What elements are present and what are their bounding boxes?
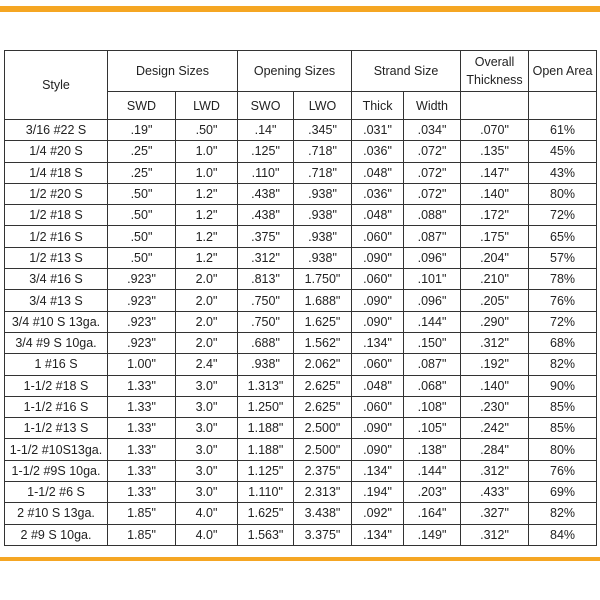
cell-width: .164" — [404, 503, 461, 524]
cell-swo: .750" — [238, 311, 294, 332]
cell-lwd: 3.0" — [176, 418, 238, 439]
cell-swo: .438" — [238, 205, 294, 226]
cell-style: 1/2 #20 S — [5, 183, 108, 204]
table-row — [5, 290, 597, 311]
cell-width: .149" — [404, 524, 461, 545]
cell-lwo: 2.625" — [294, 375, 352, 396]
cell-open: 84% — [529, 524, 597, 545]
cell-lwd: 3.0" — [176, 460, 238, 481]
cell-swd: 1.33" — [108, 460, 176, 481]
cell-open: 61% — [529, 120, 597, 141]
cell-overall: .242" — [461, 418, 529, 439]
header-swo: SWO — [238, 92, 294, 120]
table-row — [5, 205, 597, 226]
cell-width: .096" — [404, 247, 461, 268]
cell-width: .096" — [404, 290, 461, 311]
cell-lwd: 1.0" — [176, 162, 238, 183]
cell-lwd: 1.0" — [176, 141, 238, 162]
cell-swd: 1.33" — [108, 375, 176, 396]
cell-swo: .438" — [238, 183, 294, 204]
cell-style: 2 #10 S 13ga. — [5, 503, 108, 524]
cell-open: 82% — [529, 354, 597, 375]
cell-open: 82% — [529, 503, 597, 524]
cell-swd: 1.85" — [108, 503, 176, 524]
cell-overall: .147" — [461, 162, 529, 183]
cell-thick: .036" — [352, 141, 404, 162]
cell-style: 2 #9 S 10ga. — [5, 524, 108, 545]
cell-thick: .090" — [352, 311, 404, 332]
cell-width: .087" — [404, 354, 461, 375]
bottom-accent-rule — [0, 557, 600, 561]
cell-swo: .375" — [238, 226, 294, 247]
cell-thick: .048" — [352, 375, 404, 396]
cell-lwo: 2.625" — [294, 396, 352, 417]
cell-thick: .036" — [352, 183, 404, 204]
cell-lwd: 2.4" — [176, 354, 238, 375]
cell-width: .105" — [404, 418, 461, 439]
cell-overall: .290" — [461, 311, 529, 332]
table-row — [5, 503, 597, 524]
cell-width: .068" — [404, 375, 461, 396]
cell-lwo: 1.688" — [294, 290, 352, 311]
cell-overall: .433" — [461, 482, 529, 503]
cell-lwd: 1.2" — [176, 205, 238, 226]
cell-lwd: 3.0" — [176, 375, 238, 396]
cell-thick: .194" — [352, 482, 404, 503]
table-row — [5, 183, 597, 204]
header-open-area: Open Area — [529, 51, 597, 92]
cell-width: .144" — [404, 311, 461, 332]
cell-thick: .090" — [352, 290, 404, 311]
cell-style: 1/2 #13 S — [5, 247, 108, 268]
cell-width: .034" — [404, 120, 461, 141]
table-row — [5, 375, 597, 396]
cell-lwo: .938" — [294, 226, 352, 247]
spec-table — [4, 50, 597, 546]
cell-swo: .14" — [238, 120, 294, 141]
cell-swo: 1.188" — [238, 418, 294, 439]
cell-lwo: 1.562" — [294, 332, 352, 353]
cell-thick: .090" — [352, 439, 404, 460]
cell-swo: .688" — [238, 332, 294, 353]
cell-open: 57% — [529, 247, 597, 268]
cell-open: 45% — [529, 141, 597, 162]
cell-style: 3/16 #22 S — [5, 120, 108, 141]
cell-swd: 1.33" — [108, 482, 176, 503]
cell-swo: 1.313" — [238, 375, 294, 396]
table-row — [5, 269, 597, 290]
cell-swo: .125" — [238, 141, 294, 162]
cell-overall: .140" — [461, 183, 529, 204]
cell-open: 72% — [529, 311, 597, 332]
cell-swo: 1.188" — [238, 439, 294, 460]
cell-open: 78% — [529, 269, 597, 290]
cell-lwd: 4.0" — [176, 503, 238, 524]
cell-style: 1/2 #16 S — [5, 226, 108, 247]
cell-open: 72% — [529, 205, 597, 226]
table-body — [5, 120, 597, 546]
cell-overall: .070" — [461, 120, 529, 141]
cell-style: 3/4 #9 S 10ga. — [5, 332, 108, 353]
cell-width: .072" — [404, 183, 461, 204]
cell-thick: .134" — [352, 524, 404, 545]
header-lwd: LWD — [176, 92, 238, 120]
header-lwo: LWO — [294, 92, 352, 120]
cell-open: 85% — [529, 396, 597, 417]
cell-lwd: 2.0" — [176, 290, 238, 311]
table-row — [5, 396, 597, 417]
cell-swd: 1.33" — [108, 439, 176, 460]
cell-style: 1-1/2 #16 S — [5, 396, 108, 417]
cell-overall: .175" — [461, 226, 529, 247]
cell-open: 80% — [529, 439, 597, 460]
cell-lwo: .938" — [294, 205, 352, 226]
cell-swd: 1.85" — [108, 524, 176, 545]
cell-swo: .938" — [238, 354, 294, 375]
table-row — [5, 226, 597, 247]
cell-style: 1-1/2 #6 S — [5, 482, 108, 503]
table-row — [5, 141, 597, 162]
cell-swo: .750" — [238, 290, 294, 311]
cell-lwd: 4.0" — [176, 524, 238, 545]
cell-overall: .284" — [461, 439, 529, 460]
cell-lwd: 3.0" — [176, 439, 238, 460]
cell-lwo: .718" — [294, 162, 352, 183]
cell-overall: .205" — [461, 290, 529, 311]
table-row — [5, 162, 597, 183]
table-row — [5, 482, 597, 503]
cell-thick: .060" — [352, 396, 404, 417]
cell-swd: .19" — [108, 120, 176, 141]
table-row — [5, 332, 597, 353]
cell-width: .203" — [404, 482, 461, 503]
header-thick: Thick — [352, 92, 404, 120]
table-row — [5, 354, 597, 375]
cell-swd: .923" — [108, 332, 176, 353]
cell-swd: 1.33" — [108, 396, 176, 417]
cell-swo: 1.625" — [238, 503, 294, 524]
header-opening-sizes: Opening Sizes — [238, 51, 352, 92]
cell-swd: .50" — [108, 205, 176, 226]
cell-width: .108" — [404, 396, 461, 417]
cell-style: 1 #16 S — [5, 354, 108, 375]
header-style: Style — [5, 51, 108, 120]
cell-style: 1-1/2 #13 S — [5, 418, 108, 439]
cell-width: .088" — [404, 205, 461, 226]
cell-style: 1-1/2 #9S 10ga. — [5, 460, 108, 481]
cell-lwd: 2.0" — [176, 332, 238, 353]
header-design-sizes: Design Sizes — [108, 51, 238, 92]
cell-swd: 1.33" — [108, 418, 176, 439]
cell-lwo: 2.500" — [294, 418, 352, 439]
cell-open: 76% — [529, 290, 597, 311]
cell-lwd: 2.0" — [176, 269, 238, 290]
cell-overall: .172" — [461, 205, 529, 226]
cell-swd: .50" — [108, 226, 176, 247]
header-swd: SWD — [108, 92, 176, 120]
cell-lwo: 1.625" — [294, 311, 352, 332]
top-accent-rule — [0, 6, 600, 12]
cell-thick: .090" — [352, 247, 404, 268]
cell-open: 90% — [529, 375, 597, 396]
cell-open: 80% — [529, 183, 597, 204]
cell-style: 1/4 #18 S — [5, 162, 108, 183]
cell-lwd: 1.2" — [176, 226, 238, 247]
cell-width: .072" — [404, 141, 461, 162]
table-row — [5, 439, 597, 460]
cell-swo: 1.110" — [238, 482, 294, 503]
cell-width: .138" — [404, 439, 461, 460]
cell-thick: .134" — [352, 332, 404, 353]
cell-open: 65% — [529, 226, 597, 247]
table-row — [5, 311, 597, 332]
cell-lwo: 1.750" — [294, 269, 352, 290]
cell-style: 3/4 #16 S — [5, 269, 108, 290]
cell-thick: .060" — [352, 269, 404, 290]
cell-swd: .923" — [108, 311, 176, 332]
table-row — [5, 247, 597, 268]
cell-swd: .923" — [108, 290, 176, 311]
cell-lwd: 2.0" — [176, 311, 238, 332]
cell-thick: .060" — [352, 354, 404, 375]
cell-swd: .923" — [108, 269, 176, 290]
cell-open: 68% — [529, 332, 597, 353]
table-row — [5, 418, 597, 439]
cell-lwo: 2.500" — [294, 439, 352, 460]
cell-thick: .048" — [352, 205, 404, 226]
cell-swo: 1.250" — [238, 396, 294, 417]
cell-style: 1-1/2 #18 S — [5, 375, 108, 396]
cell-overall: .312" — [461, 332, 529, 353]
cell-style: 1/2 #18 S — [5, 205, 108, 226]
cell-lwo: 3.375" — [294, 524, 352, 545]
cell-overall: .192" — [461, 354, 529, 375]
cell-swo: 1.125" — [238, 460, 294, 481]
cell-open: 69% — [529, 482, 597, 503]
cell-lwd: .50" — [176, 120, 238, 141]
cell-thick: .048" — [352, 162, 404, 183]
cell-lwd: 3.0" — [176, 482, 238, 503]
cell-thick: .090" — [352, 418, 404, 439]
header-open-empty — [529, 92, 597, 120]
cell-width: .150" — [404, 332, 461, 353]
cell-overall: .210" — [461, 269, 529, 290]
cell-lwo: 3.438" — [294, 503, 352, 524]
cell-swd: .25" — [108, 141, 176, 162]
cell-lwd: 3.0" — [176, 396, 238, 417]
cell-swd: .50" — [108, 183, 176, 204]
cell-lwo: .345" — [294, 120, 352, 141]
cell-lwo: .938" — [294, 247, 352, 268]
cell-swo: .110" — [238, 162, 294, 183]
cell-overall: .135" — [461, 141, 529, 162]
cell-open: 85% — [529, 418, 597, 439]
cell-style: 3/4 #10 S 13ga. — [5, 311, 108, 332]
cell-style: 3/4 #13 S — [5, 290, 108, 311]
cell-thick: .060" — [352, 226, 404, 247]
cell-swd: .50" — [108, 247, 176, 268]
table-row — [5, 524, 597, 545]
cell-lwo: 2.313" — [294, 482, 352, 503]
cell-swd: .25" — [108, 162, 176, 183]
cell-swo: .312" — [238, 247, 294, 268]
cell-swo: .813" — [238, 269, 294, 290]
cell-style: 1/4 #20 S — [5, 141, 108, 162]
cell-thick: .092" — [352, 503, 404, 524]
header-width: Width — [404, 92, 461, 120]
cell-width: .101" — [404, 269, 461, 290]
cell-overall: .230" — [461, 396, 529, 417]
header-overall-empty — [461, 92, 529, 120]
cell-lwd: 1.2" — [176, 183, 238, 204]
cell-width: .087" — [404, 226, 461, 247]
cell-lwo: .938" — [294, 183, 352, 204]
cell-overall: .312" — [461, 524, 529, 545]
cell-overall: .140" — [461, 375, 529, 396]
cell-lwd: 1.2" — [176, 247, 238, 268]
cell-thick: .031" — [352, 120, 404, 141]
table-row — [5, 120, 597, 141]
cell-overall: .312" — [461, 460, 529, 481]
cell-swd: 1.00" — [108, 354, 176, 375]
cell-open: 43% — [529, 162, 597, 183]
cell-open: 76% — [529, 460, 597, 481]
cell-lwo: 2.062" — [294, 354, 352, 375]
cell-lwo: .718" — [294, 141, 352, 162]
cell-width: .072" — [404, 162, 461, 183]
cell-overall: .204" — [461, 247, 529, 268]
table-row — [5, 460, 597, 481]
cell-thick: .134" — [352, 460, 404, 481]
cell-width: .144" — [404, 460, 461, 481]
cell-lwo: 2.375" — [294, 460, 352, 481]
cell-swo: 1.563" — [238, 524, 294, 545]
header-overall-thickness: Overall Thickness — [461, 51, 529, 92]
cell-overall: .327" — [461, 503, 529, 524]
cell-style: 1-1/2 #10S13ga. — [5, 439, 108, 460]
header-strand-size: Strand Size — [352, 51, 461, 92]
